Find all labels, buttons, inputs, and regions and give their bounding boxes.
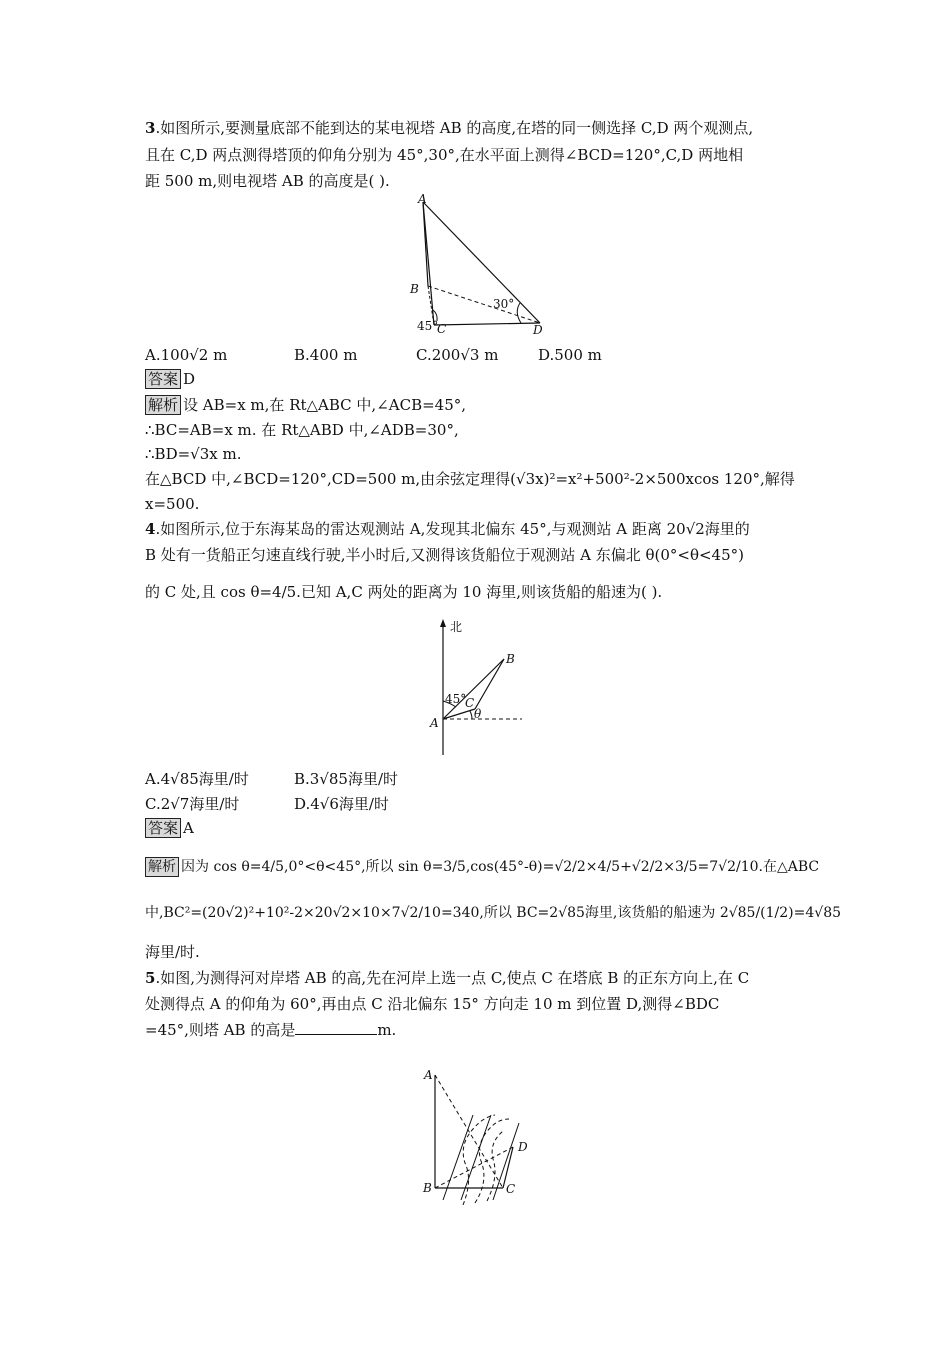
q3-fig-arc-30 (517, 303, 521, 323)
q4-option-d: D.4√6海里/时 (294, 795, 389, 813)
q3-fig-edge-cd (434, 323, 540, 325)
q5-text-line1 (145, 968, 749, 988)
q3-solution-4: 在△BCD 中,∠BCD=120°,CD=500 m,由余弦定理得(√3x)²=x²+500²-2×500xcos 120°,解得 (145, 470, 795, 488)
q4-fig-label-north: 北 (450, 620, 463, 634)
q3-option-a: A.100√2 m (145, 346, 228, 364)
q4-answer-row (145, 818, 194, 838)
q4-number: 4 (145, 520, 156, 538)
q3-figure (400, 190, 560, 340)
q4-option-b: B.3√85海里/时 (294, 770, 399, 788)
q4-fig-label-b: B (506, 652, 515, 666)
q3-answer-tag: 答案 (145, 369, 181, 389)
q4-fig-arc-theta (470, 711, 472, 719)
q4-option-a: A.4√85海里/时 (145, 770, 249, 788)
q4-analysis-tag: 解析 (145, 857, 179, 877)
q3-fig-edge-ad (423, 202, 540, 323)
q4-solution-2: 中,BC²=(20√2)²+10²-2×20√2×10×7√2/10=340,所以 BC=2√85海里,该货船的船速为 2√85/(1/2)=4√85 (145, 905, 842, 921)
q3-fig-label-a: A (418, 192, 427, 206)
q3-solution-5: x=500. (145, 495, 200, 513)
q3-text-line2: 且在 C,D 两点测得塔顶的仰角分别为 45°,30°,在水平面上测得∠BCD=120°,C,D 两地相 (145, 146, 744, 164)
q3-analysis-row (145, 395, 466, 415)
q3-text-line3: 距 500 m,则电视塔 AB 的高度是( ). (145, 172, 390, 190)
q5-fig-label-b: B (423, 1181, 432, 1195)
q3-option-b: B.400 m (294, 346, 358, 364)
q5-answer-blank[interactable] (295, 1020, 377, 1035)
q3-fig-angle-45: 45° (417, 319, 439, 333)
q5-figure (415, 1065, 545, 1210)
q5-text-line2: 处测得点 A 的仰角为 60°,再由点 C 沿北偏东 15° 方向走 10 m 到位置 D,测得∠BDC (145, 995, 720, 1013)
q4-fig-label-c: C (465, 696, 475, 710)
q4-answer-tag: 答案 (145, 818, 181, 838)
q4-fig-angle-theta: θ (474, 707, 482, 721)
q4-option-c: C.2√7海里/时 (145, 795, 240, 813)
q3-fig-angle-30: 30° (493, 297, 515, 311)
q3-answer-value: D (183, 370, 196, 388)
q3-option-d: D.500 m (538, 346, 602, 364)
q4-fig-north-arrow (440, 619, 446, 627)
q3-fig-label-c: C (437, 322, 447, 336)
q5-fig-label-c: C (506, 1182, 516, 1196)
q5-stem-1: .如图,为测得河对岸塔 AB 的高,先在河岸上选一点 C,使点 C 在塔底 B 的正东方向上,在 C (155, 969, 750, 987)
q4-solution-1: 因为 cos θ=4/5,0°<θ<45°,所以 sin θ=3/5,cos(45°-θ)=√2/2×4/5+√2/2×3/5=7√2/10.在△ABC (181, 859, 820, 875)
q5-fig-label-a: A (424, 1068, 433, 1082)
q3-solution-2: ∴BC=AB=x m. 在 Rt△ABD 中,∠ADB=30°, (145, 421, 459, 439)
q5-stem-3: =45°,则塔 AB 的高是 (145, 1021, 296, 1039)
q3-stem-1: .如图所示,要测量底部不能到达的某电视塔 AB 的高度,在塔的同一侧选择 C,D 两个观测点, (155, 119, 754, 137)
q4-fig-angle-45: 45° (445, 692, 467, 706)
q4-fig-label-a: A (430, 716, 439, 730)
q4-figure (420, 615, 540, 765)
q3-fig-label-b: B (410, 282, 419, 296)
q3-number: 3 (145, 119, 156, 137)
q5-stem-3-unit: m. (377, 1021, 397, 1039)
q5-fig-edge-ac (435, 1075, 503, 1188)
q4-analysis-row (145, 857, 819, 877)
q4-text-line2: B 处有一货船正匀速直线行驶,半小时后,又测得该货船位于观测站 A 东偏北 θ(0°<θ<45°) (145, 546, 744, 564)
q5-fig-label-d: D (518, 1140, 528, 1154)
q4-text-line1 (145, 519, 750, 539)
q3-text-line1 (145, 118, 753, 138)
q4-stem-1: .如图所示,位于东海某岛的雷达观测站 A,发现其北偏东 45°,与观测站 A 距离 20√2海里的 (155, 520, 750, 538)
q4-solution-3: 海里/时. (145, 943, 200, 961)
q3-option-c: C.200√3 m (416, 346, 499, 364)
q5-text-line3 (145, 1020, 396, 1040)
q3-fig-label-d: D (533, 323, 543, 337)
q3-solution-1: 设 AB=x m,在 Rt△ABC 中,∠ACB=45°, (183, 396, 467, 414)
q3-fig-edge-bd (428, 286, 540, 323)
q3-analysis-tag: 解析 (145, 395, 181, 415)
q4-text-line3: 的 C 处,且 cos θ=4/5.已知 A,C 两处的距离为 10 海里,则该货船的船速为( ). (145, 583, 663, 601)
q5-fig-edge-bd (435, 1147, 513, 1188)
q4-answer-value: A (183, 819, 194, 837)
q3-answer-row (145, 369, 195, 389)
q3-solution-3: ∴BD=√3x m. (145, 445, 242, 463)
q5-number: 5 (145, 969, 156, 987)
